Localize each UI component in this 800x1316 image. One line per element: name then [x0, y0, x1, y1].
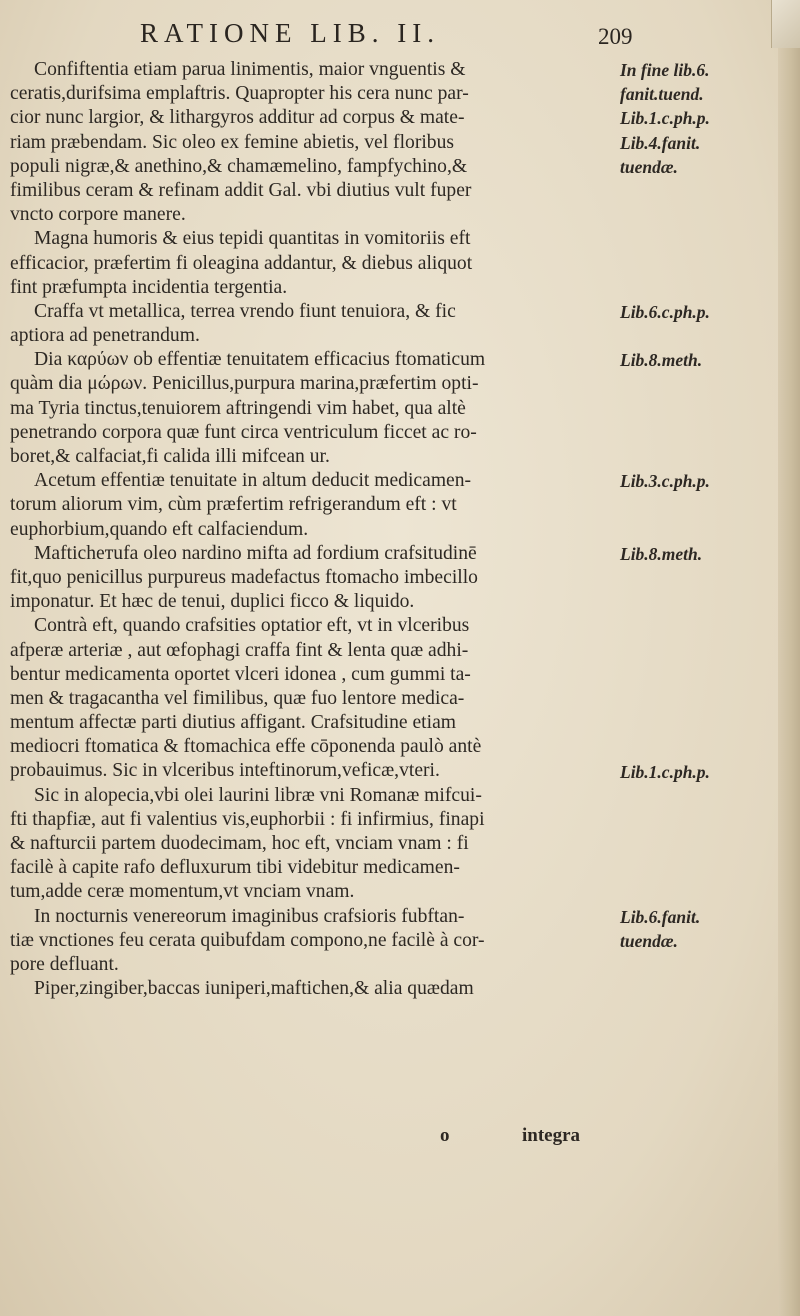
text-line: torum aliorum vim, cùm præfertim refrigerandum eft : vt	[10, 494, 457, 516]
margin-note: tuendæ.	[620, 931, 678, 952]
text-line: Piper,zingiber,baccas iuniperi,maftichen,& alia quædam	[34, 978, 474, 1000]
margin-note: fanit.tuend.	[620, 84, 704, 105]
margin-note: Lib.4.fanit.	[620, 132, 701, 153]
margin-note: Lib.3.c.ph.p.	[620, 471, 710, 492]
text-line: ma Tyria tinctus,tenuiorem aftringendi vim habet, qua altè	[10, 397, 466, 419]
text-line: & nafturcii partem duodecimam, hoc eft, vnciam vnam : fi	[10, 833, 469, 854]
margin-note: Lib.8.meth.	[620, 350, 703, 371]
text-line: populi nigræ,& anethino,& chamæmelino, fampfychino,&	[10, 155, 468, 177]
text-line: Sic in alopecia,vbi olei laurini libræ vni Romanæ mifcui-	[34, 784, 482, 806]
text-line: imponatur. Et hæc de tenui, duplici ficco & liquido.	[10, 591, 415, 613]
text-line: aptiora ad penetrandum.	[10, 325, 200, 347]
text-line: Craffa vt metallica, terrea vrendo fiunt tenuiora, & fic	[34, 300, 456, 322]
text-line: efficacior, præfertim fi oleagina addantur, & diebus aliquot	[10, 252, 473, 274]
margin-note: In fine lib.6.	[620, 60, 710, 80]
text-line: euphorbium,quando eft calfaciendum.	[10, 518, 309, 540]
text-line: boret,& calfaciat,fi calida illi mifcean ur.	[10, 446, 330, 467]
text-line: facilè à capite rafo defluxurum tibi videbitur medicamen-	[10, 857, 460, 879]
margin-note: Lib.8.meth.	[620, 544, 703, 564]
text-line: quàm dia μώρων. Penicillus,purpura marina,præfertim opti-	[10, 373, 479, 395]
text-line: afperæ arteriæ , aut œfophagi craffa fint & lenta quæ adhi-	[10, 639, 469, 661]
text-line: mediocri ftomatica & ftomachica effe cōponenda paulò antè	[10, 736, 482, 758]
margin-note: Lib.1.c.ph.p.	[620, 108, 710, 129]
text-line: Acetum effentiæ tenuitate in altum deducit medicamen-	[34, 470, 472, 492]
text-line: Dia καρύων ob effentiæ tenuitatem efficacius ftomaticum	[34, 349, 486, 371]
text-line: riam præbendam. Sic oleo ex femine abietis, vel floribus	[10, 131, 455, 153]
text-line: cior nunc largior, & lithargyros additur ad corpus & mate-	[10, 107, 465, 129]
signature-mark: o	[440, 1125, 450, 1146]
catchword: integra	[522, 1125, 581, 1146]
text-line: pore defluant.	[10, 953, 119, 975]
text-line: men & tragacantha vel fimilibus, quæ fuo lentore medica-	[10, 687, 465, 709]
text-line: Contrà eft, quando crafsities optatior eft, vt in vlceribus	[34, 615, 470, 637]
page-edge-shadow	[778, 0, 800, 1316]
text-line: fint præfumpta incidentia tergentia.	[10, 276, 288, 298]
page-number: 209	[598, 24, 633, 49]
margin-note: Lib.6.fanit.	[620, 907, 701, 927]
text-line: penetrando corpora quæ funt circa ventriculum ficcet ac ro-	[10, 421, 477, 443]
text-line: bentur medicamenta oportet vlceri idonea , cum gummi ta-	[10, 663, 471, 685]
text-line: Magna humoris & eius tepidi quantitas in vomitoriis eft	[34, 228, 471, 250]
text-line: tiæ vnctiones feu cerata quibufdam compono,ne facilè à cor-	[10, 929, 485, 951]
margin-note: Lib.6.c.ph.p.	[620, 302, 710, 322]
text-line: ceratis,durifsima emplaftris. Quapropter his cera nunc par-	[10, 83, 469, 105]
page-corner-fold	[771, 0, 800, 48]
running-title: RATIONE LIB. II.	[140, 18, 440, 48]
text-line: fit,quo penicillus purpureus madefactus ftomacho imbecillo	[10, 566, 478, 588]
text-line: vncto corpore manere.	[10, 204, 186, 226]
text-line: tum,adde ceræ momentum,vt vnciam vnam.	[10, 881, 355, 903]
text-line: fti thapfiæ, aut fi valentius vis,euphorbii : fi infirmius, finapi	[10, 808, 485, 830]
text-line: mentum affectæ parti diutius affigant. Crafsitudine etiam	[10, 712, 457, 734]
text-line: fimilibus ceram & refinam addit Gal. vbi diutius vult fuper	[10, 179, 472, 201]
text-line: In nocturnis venereorum imaginibus crafsioris fubftan-	[34, 905, 465, 927]
margin-note: tuendæ.	[620, 156, 678, 177]
text-line: probauimus. Sic in vlceribus inteftinorum,veficæ,vteri.	[10, 760, 440, 782]
body-text	[10, 58, 610, 1001]
margin-note: Lib.1.c.ph.p.	[620, 761, 710, 782]
text-line: Mafticheтufa oleo nardino mifta ad fordium crafsitudinē	[34, 542, 477, 564]
text-line: Confiftentia etiam parua linimentis, maior vnguentis &	[34, 59, 466, 80]
